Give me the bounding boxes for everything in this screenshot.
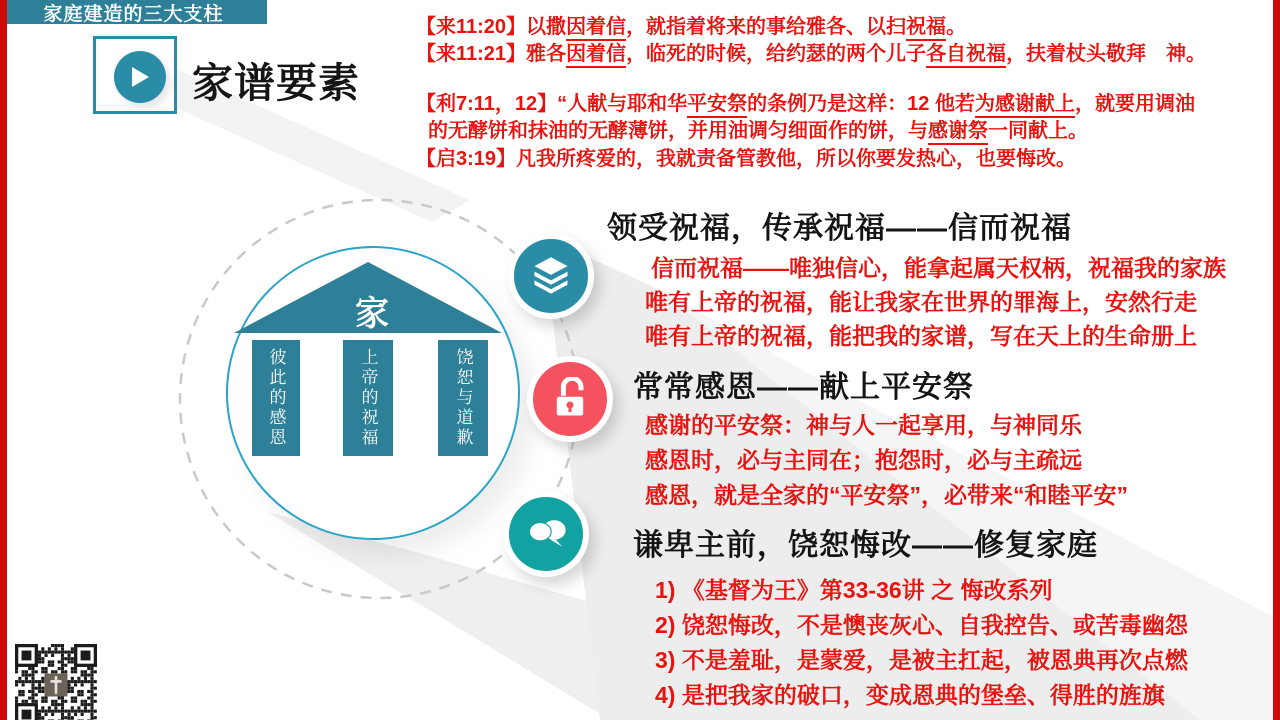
section-line: 4) 是把我家的破口，变成恩典的堡垒、得胜的旌旗 [655,682,1165,708]
section-badge-thanksgiving [527,356,613,442]
section-heading: 谦卑主前，饶恕悔改——修复家庭 [633,529,1098,562]
section-line: 感恩，就是全家的“平安祭”，必带来“和睦平安” [645,482,1128,508]
section-badge-repentance [503,491,589,577]
scripture-line: 【启3:19】凡我所疼爱的，我就责备管教他，所以你要发热心，也要悔改。 [416,148,1077,170]
section-heading: 常常感恩——献上平安祭 [633,371,974,404]
left-edge-bar [0,0,7,720]
temple-base-label: 家庭建造的三大支柱 [0,0,267,24]
section-line: 唯有上帝的祝福，能让我家在世界的罪海上，安然行走 [645,289,1197,315]
section-line: 感谢的平安祭：神与人一起享用，与神同乐 [645,412,1082,438]
scripture-line: 【来11:21】雅各因着信，临死的时候，给约瑟的两个儿子各自祝福，扶着杖头敬拜 神。 [416,37,1206,66]
layers-icon [529,254,573,298]
section-line: 3) 不是羞耻，是蒙爱，是被主扛起，被恩典再次点燃 [655,647,1188,673]
pillar-blessing: 上帝的祝福 [343,340,393,456]
section-line: 2) 饶恕悔改，不是懊丧灰心、自我控告、或苦毒幽怨 [655,612,1188,638]
play-button[interactable] [114,51,166,103]
scripture-line: 【来11:20】以撒因着信，就指着将来的事给雅各、以扫祝福。 [416,10,966,39]
right-edge-bar [1273,0,1280,720]
section-badge-blessing [508,233,594,319]
pillar-gratitude: 彼此的感恩 [252,340,300,456]
page-title: 家谱要素 [192,60,360,106]
section-line: 信而祝福——唯独信心，能拿起属天权柄，祝福我的家族 [651,255,1226,281]
wechat-qr-code [15,644,97,720]
pillar-forgiveness: 饶恕与道歉 [438,340,488,456]
unlock-icon [548,377,592,421]
section-line: 1) 《基督为王》第33-36讲 之 悔改系列 [655,577,1053,603]
chat-icon [523,511,569,557]
scripture-line: 的无酵饼和抹油的无酵薄饼，并用油调匀细面作的饼，与感谢祭一同献上。 [428,114,1088,143]
section-heading: 领受祝福，传承祝福——信而祝福 [607,212,1072,245]
temple-roof-label: 家 [355,295,389,333]
play-icon [129,65,151,89]
scripture-line: 【利7:11，12】“人献与耶和华平安祭的条例乃是这样：12 他若为感谢献上，就要用调油 [416,87,1195,116]
section-line: 唯有上帝的祝福，能把我的家谱，写在天上的生命册上 [645,323,1197,349]
section-line: 感恩时，必与主同在；抱怨时，必与主疏远 [645,447,1082,473]
